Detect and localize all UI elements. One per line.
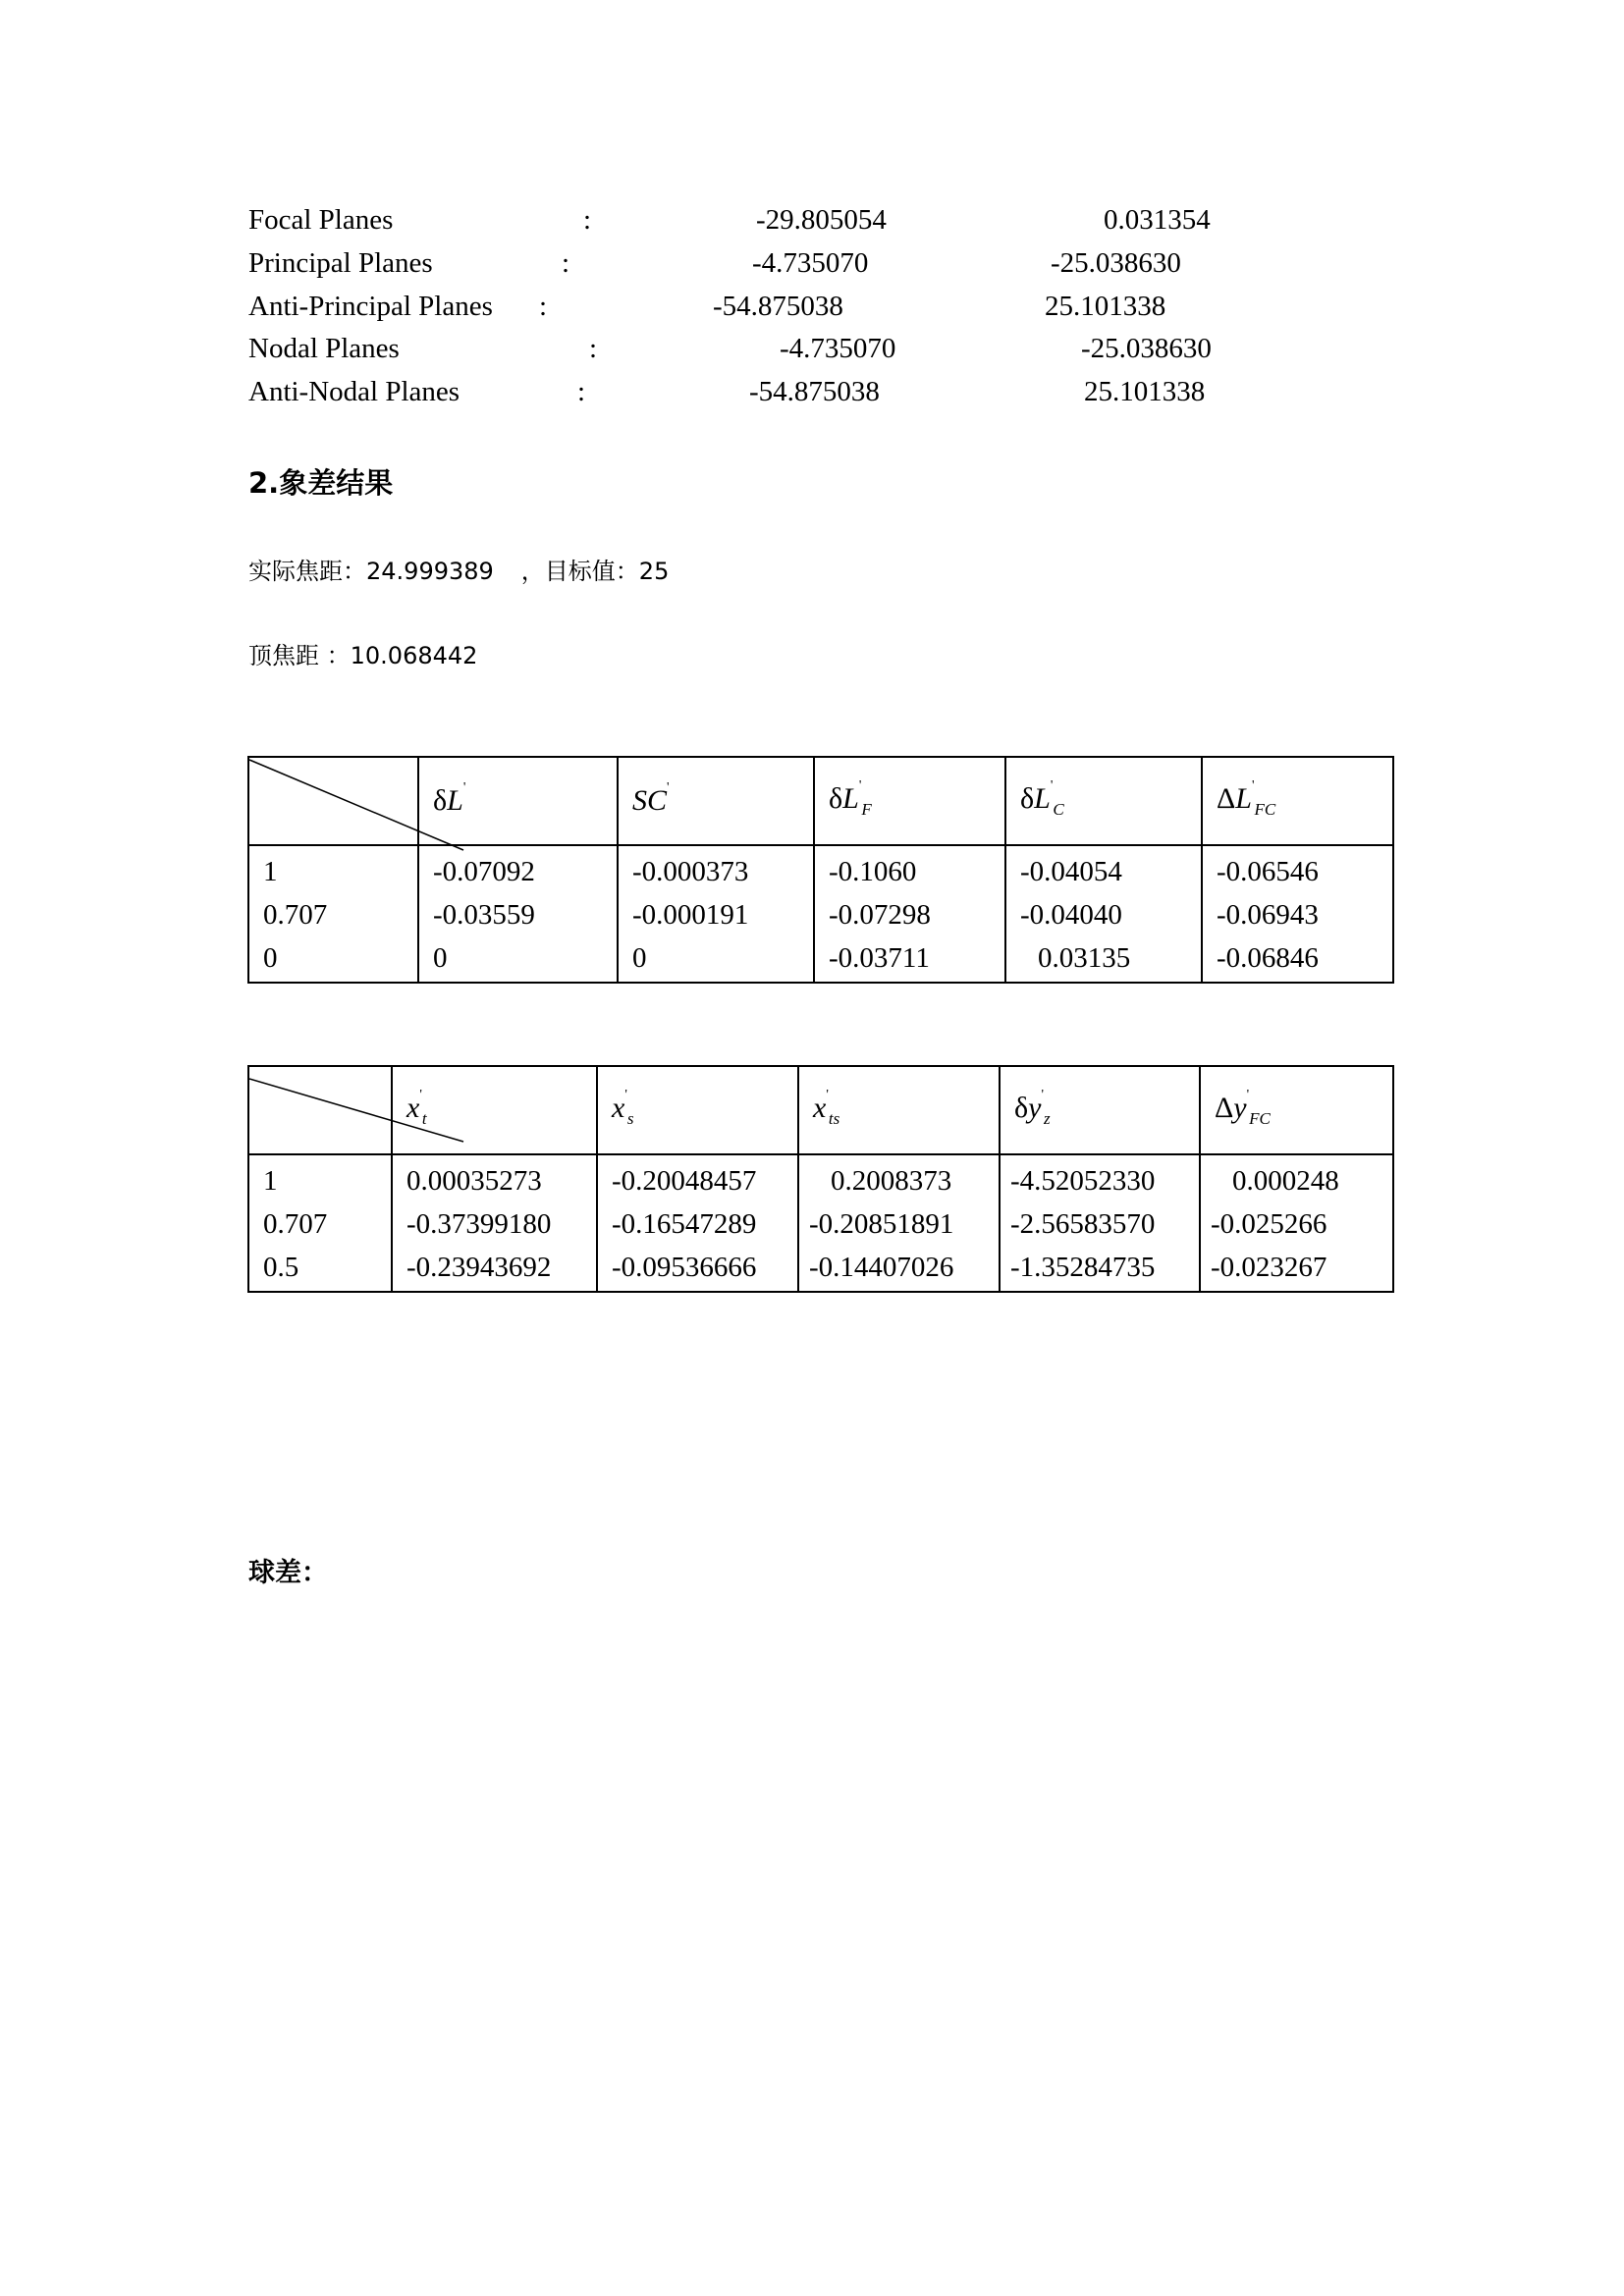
value: 0.00035273: [406, 1165, 542, 1197]
value: -4.52052330: [1010, 1165, 1156, 1197]
header-symbol: $\delta L'_C$: [1020, 778, 1064, 819]
values-cell: [1000, 1154, 1200, 1292]
row-label: 0: [263, 942, 278, 974]
value: 0.03135: [1038, 942, 1131, 974]
table-header-row: [248, 757, 1393, 845]
effective-focal-length: [248, 552, 669, 586]
row-labels-cell: [248, 1154, 392, 1292]
value: -0.03559: [433, 899, 535, 931]
header-symbol: $x'_t$: [406, 1088, 427, 1128]
value: -0.000373: [632, 856, 749, 887]
row-label: 1: [263, 1165, 278, 1197]
header-symbol: $\delta y'_z$: [1014, 1088, 1051, 1128]
value: -0.000191: [632, 899, 749, 931]
values-cell: [1005, 845, 1202, 983]
row-label: 1: [263, 856, 278, 887]
plane-colon: :: [577, 376, 586, 407]
value: 0.000248: [1232, 1165, 1339, 1197]
plane-value-1: -4.735070: [780, 333, 896, 364]
value: -0.07092: [433, 856, 535, 887]
header-symbol: $\delta L'_F$: [829, 778, 872, 819]
plane-value-1: -4.735070: [752, 247, 869, 279]
value: -0.07298: [829, 899, 931, 931]
values-cell: [618, 845, 814, 983]
value: -0.1060: [829, 856, 917, 887]
plane-value-2: -25.038630: [1051, 247, 1181, 279]
header-cell: [798, 1066, 1000, 1154]
values-cell: [1200, 1154, 1393, 1292]
header-cell: [1202, 757, 1393, 845]
value: -0.20048457: [612, 1165, 757, 1197]
header-symbol: $\Delta y'_{FC}$: [1215, 1088, 1271, 1128]
plane-value-2: -25.038630: [1081, 333, 1212, 364]
table-header-row: [248, 1066, 1393, 1154]
plane-value-1: -54.875038: [749, 376, 880, 407]
value: -0.06846: [1217, 942, 1319, 974]
plane-value-1: -29.805054: [756, 204, 887, 236]
values-cell: [392, 1154, 597, 1292]
header-symbol: $x'_s$: [612, 1088, 634, 1128]
value: -0.23943692: [406, 1252, 552, 1283]
header-symbol: δL': [433, 780, 466, 817]
value: 0: [433, 942, 448, 974]
value: 0: [632, 942, 647, 974]
values-cell: [798, 1154, 1000, 1292]
header-cell: [814, 757, 1005, 845]
value: -0.06943: [1217, 899, 1319, 931]
value: 0.2008373: [831, 1165, 952, 1197]
values-cell: [1202, 845, 1393, 983]
row-label: 0.707: [263, 899, 328, 931]
plane-colon: :: [562, 247, 570, 279]
plane-label: Anti-Principal Planes: [248, 291, 493, 322]
header-cell: [597, 1066, 798, 1154]
values-cell: [814, 845, 1005, 983]
plane-label: Principal Planes: [248, 247, 433, 279]
vertex-value: 10.068442: [350, 642, 478, 669]
plane-colon: :: [539, 291, 548, 322]
value: -0.025266: [1211, 1208, 1327, 1240]
vertex-focal-length: [248, 636, 477, 670]
header-cell: [1000, 1066, 1200, 1154]
header-cell: [1200, 1066, 1393, 1154]
header-cell: [618, 757, 814, 845]
table-body-row: [248, 845, 1393, 983]
value: -0.20851891: [809, 1208, 954, 1240]
field-aberration-table: [247, 1065, 1394, 1293]
row-label: 0.707: [263, 1208, 328, 1240]
section-heading: 2.象差结果: [248, 466, 394, 500]
header-symbol: $\Delta L'_{FC}$: [1217, 778, 1276, 819]
value: -2.56583570: [1010, 1208, 1156, 1240]
focal-separator: ，: [520, 558, 545, 585]
plane-colon: :: [583, 204, 592, 236]
value: -0.03711: [829, 942, 930, 974]
plane-colon: :: [589, 333, 598, 364]
focal-label: 实际焦距：: [248, 558, 366, 585]
value: -1.35284735: [1010, 1252, 1156, 1283]
vertex-label: 顶焦距 ：: [248, 642, 351, 669]
target-value: 25: [638, 558, 670, 585]
axial-aberration-table: [247, 756, 1394, 984]
diagonal-corner-cell: [248, 757, 418, 845]
spherical-aberration-heading: 球差：: [248, 1558, 328, 1588]
plane-value-2: 25.101338: [1084, 376, 1206, 407]
header-cell: [1005, 757, 1202, 845]
value: -0.04054: [1020, 856, 1122, 887]
header-cell: [418, 757, 618, 845]
row-label: 0.5: [263, 1252, 299, 1283]
value: -0.06546: [1217, 856, 1319, 887]
plane-value-2: 25.101338: [1045, 291, 1166, 322]
value: -0.14407026: [809, 1252, 954, 1283]
value: -0.023267: [1211, 1252, 1327, 1283]
diagonal-corner-cell: [248, 1066, 392, 1154]
values-cell: [418, 845, 618, 983]
plane-label: Nodal Planes: [248, 333, 400, 364]
plane-value-2: 0.031354: [1104, 204, 1211, 236]
target-label: 目标值：: [544, 558, 639, 585]
focal-value: 24.999389: [366, 558, 494, 585]
header-cell: [392, 1066, 597, 1154]
values-cell: [597, 1154, 798, 1292]
diagonal-line: [249, 1067, 391, 1153]
plane-label: Focal Planes: [248, 204, 394, 236]
diagonal-line: [249, 758, 417, 844]
table-body-row: [248, 1154, 1393, 1292]
value: -0.09536666: [612, 1252, 757, 1283]
value: -0.04040: [1020, 899, 1122, 931]
plane-value-1: -54.875038: [713, 291, 843, 322]
header-symbol: SC': [632, 780, 670, 817]
value: -0.16547289: [612, 1208, 757, 1240]
plane-label: Anti-Nodal Planes: [248, 376, 460, 407]
value: -0.37399180: [406, 1208, 552, 1240]
header-symbol: $x'_{ts}$: [813, 1088, 840, 1128]
row-labels-cell: [248, 845, 418, 983]
